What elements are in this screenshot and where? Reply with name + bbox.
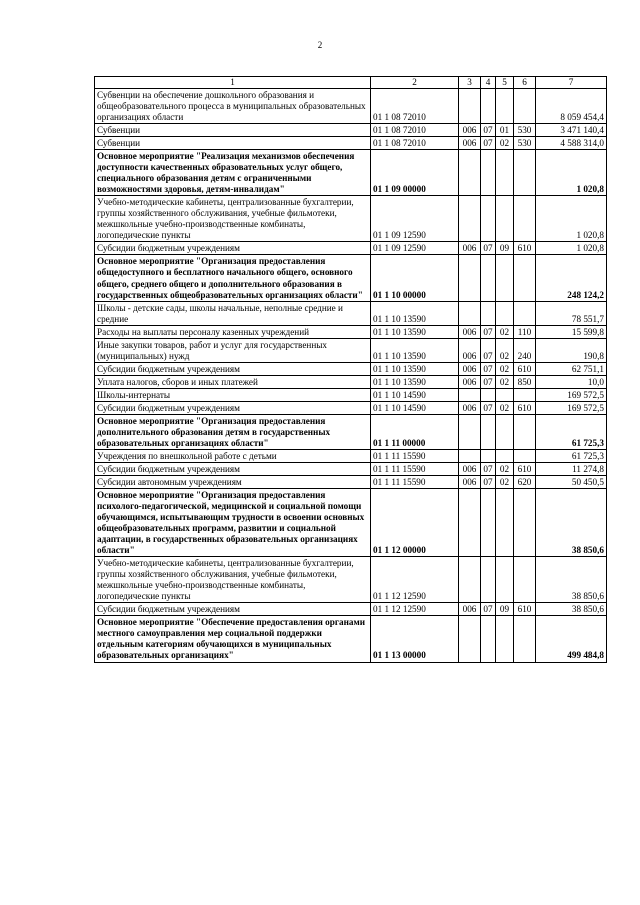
target-code-cell: 01 1 11 15590 (371, 449, 459, 462)
expense-type-cell (514, 557, 536, 603)
subsection-code-cell (496, 557, 514, 603)
section-code-cell: 07 (481, 603, 496, 616)
row-name-cell: Учреждения по внешкольной работе с детьми (95, 449, 371, 462)
ministry-code-cell (459, 616, 481, 662)
table-row (95, 255, 607, 301)
amount-cell: 10,0 (536, 375, 607, 388)
target-code-cell: 01 1 10 13590 (371, 375, 459, 388)
page-number: 2 (317, 40, 323, 50)
table-row (95, 325, 607, 338)
section-code-cell (481, 557, 496, 603)
subsection-code-cell: 02 (496, 325, 514, 338)
target-code-cell: 01 1 11 15590 (371, 476, 459, 489)
expense-type-cell (514, 150, 536, 196)
column-number-row (95, 77, 607, 89)
subsection-code-cell: 02 (496, 338, 514, 362)
ministry-code-cell (459, 150, 481, 196)
target-code-cell: 01 1 10 13590 (371, 338, 459, 362)
subsection-code-cell (496, 449, 514, 462)
row-name-cell: Учебно-методические кабинеты, централизованные бухгалтерии, группы хозяйственного обслуживания, учебные фильмотеки, межшкольные учебно-производственные комбинаты, логопедические пункты (95, 557, 371, 603)
expense-type-cell (514, 255, 536, 301)
column-header: 3 (459, 77, 481, 89)
subsection-code-cell: 02 (496, 375, 514, 388)
ministry-code-cell (459, 449, 481, 462)
expense-type-cell: 610 (514, 401, 536, 414)
section-code-cell (481, 616, 496, 662)
target-code-cell: 01 1 09 12590 (371, 242, 459, 255)
section-code-cell (481, 150, 496, 196)
row-name-cell: Субсидии бюджетным учреждениям (95, 401, 371, 414)
amount-cell: 8 059 454,4 (536, 89, 607, 124)
target-code-cell: 01 1 08 72010 (371, 137, 459, 150)
ministry-code-cell: 006 (459, 462, 481, 475)
subsection-code-cell: 02 (496, 476, 514, 489)
row-name-cell: Субвенции на обеспечение дошкольного образования и общеобразовательного процесса в муниципальных образовательных организациях области (95, 89, 371, 124)
target-code-cell: 01 1 10 13590 (371, 301, 459, 325)
table-row (95, 476, 607, 489)
section-code-cell: 07 (481, 362, 496, 375)
table-row (95, 338, 607, 362)
target-code-cell: 01 1 09 12590 (371, 196, 459, 242)
amount-cell: 61 725,3 (536, 449, 607, 462)
ministry-code-cell (459, 388, 481, 401)
ministry-code-cell (459, 301, 481, 325)
amount-cell: 190,8 (536, 338, 607, 362)
amount-cell: 499 484,8 (536, 616, 607, 662)
expense-type-cell: 610 (514, 603, 536, 616)
subsection-code-cell: 09 (496, 242, 514, 255)
amount-cell: 15 599,8 (536, 325, 607, 338)
column-header: 6 (514, 77, 536, 89)
expense-type-cell: 530 (514, 137, 536, 150)
amount-cell: 38 850,6 (536, 603, 607, 616)
row-name-cell: Основное мероприятие "Обеспечение предоставления органами местного самоуправления мер социальной поддержки отдельным категориям обучающихся в муниципальных образовательных организациях" (95, 616, 371, 662)
target-code-cell: 01 1 13 00000 (371, 616, 459, 662)
table-row (95, 462, 607, 475)
section-code-cell (481, 196, 496, 242)
column-header: 4 (481, 77, 496, 89)
target-code-cell: 01 1 12 12590 (371, 557, 459, 603)
row-name-cell: Субсидии автономным учреждениям (95, 476, 371, 489)
subsection-code-cell (496, 489, 514, 557)
ministry-code-cell (459, 255, 481, 301)
target-code-cell: 01 1 11 15590 (371, 462, 459, 475)
table-row (95, 242, 607, 255)
expense-type-cell (514, 89, 536, 124)
row-name-cell: Иные закупки товаров, работ и услуг для государственных (муниципальных) нужд (95, 338, 371, 362)
expense-type-cell (514, 449, 536, 462)
table-row (95, 449, 607, 462)
subsection-code-cell: 02 (496, 401, 514, 414)
amount-cell: 3 471 140,4 (536, 124, 607, 137)
section-code-cell (481, 388, 496, 401)
expense-type-cell (514, 301, 536, 325)
subsection-code-cell (496, 89, 514, 124)
table-row (95, 603, 607, 616)
amount-cell: 1 020,8 (536, 150, 607, 196)
ministry-code-cell (459, 557, 481, 603)
expense-type-cell (514, 196, 536, 242)
section-code-cell: 07 (481, 375, 496, 388)
expense-type-cell (514, 414, 536, 449)
table-row (95, 301, 607, 325)
amount-cell: 1 020,8 (536, 242, 607, 255)
row-name-cell: Субвенции (95, 124, 371, 137)
row-name-cell: Школы-интернаты (95, 388, 371, 401)
expense-type-cell (514, 489, 536, 557)
ministry-code-cell (459, 414, 481, 449)
table-row (95, 557, 607, 603)
expense-type-cell: 610 (514, 242, 536, 255)
target-code-cell: 01 1 10 13590 (371, 325, 459, 338)
table-body (95, 89, 607, 663)
subsection-code-cell: 02 (496, 362, 514, 375)
ministry-code-cell: 006 (459, 401, 481, 414)
subsection-code-cell: 02 (496, 137, 514, 150)
row-name-cell: Расходы на выплаты персоналу казенных учреждений (95, 325, 371, 338)
ministry-code-cell: 006 (459, 603, 481, 616)
column-header: 2 (371, 77, 459, 89)
target-code-cell: 01 1 10 14590 (371, 401, 459, 414)
subsection-code-cell (496, 255, 514, 301)
ministry-code-cell: 006 (459, 242, 481, 255)
section-code-cell (481, 449, 496, 462)
table-row (95, 196, 607, 242)
target-code-cell: 01 1 10 00000 (371, 255, 459, 301)
subsection-code-cell (496, 301, 514, 325)
expense-type-cell: 240 (514, 338, 536, 362)
ministry-code-cell: 006 (459, 325, 481, 338)
amount-cell: 62 751,1 (536, 362, 607, 375)
ministry-code-cell (459, 489, 481, 557)
column-header: 7 (536, 77, 607, 89)
section-code-cell: 07 (481, 124, 496, 137)
expense-type-cell: 850 (514, 375, 536, 388)
section-code-cell: 07 (481, 137, 496, 150)
amount-cell: 61 725,3 (536, 414, 607, 449)
section-code-cell: 07 (481, 338, 496, 362)
expense-type-cell: 530 (514, 124, 536, 137)
target-code-cell: 01 1 12 12590 (371, 603, 459, 616)
ministry-code-cell: 006 (459, 476, 481, 489)
budget-table (94, 76, 607, 663)
amount-cell: 38 850,6 (536, 489, 607, 557)
subsection-code-cell (496, 150, 514, 196)
section-code-cell (481, 255, 496, 301)
row-name-cell: Основное мероприятие "Реализация механизмов обеспечения доступности качественных образовательных услуг общего, специального образования детям с ограниченными возможностями здоровья, детям-инвалидам" (95, 150, 371, 196)
row-name-cell: Основное мероприятие "Организация предоставления общедоступного и бесплатного начального общего, основного общего, среднего общего и дополнительного образования в государственных общеобразовательных организациях области" (95, 255, 371, 301)
table-row (95, 489, 607, 557)
table-row (95, 401, 607, 414)
table-row (95, 616, 607, 662)
amount-cell: 11 274,8 (536, 462, 607, 475)
amount-cell: 50 450,5 (536, 476, 607, 489)
row-name-cell: Школы - детские сады, школы начальные, неполные средние и средние (95, 301, 371, 325)
section-code-cell (481, 414, 496, 449)
row-name-cell: Уплата налогов, сборов и иных платежей (95, 375, 371, 388)
amount-cell: 4 588 314,0 (536, 137, 607, 150)
amount-cell: 78 551,7 (536, 301, 607, 325)
subsection-code-cell (496, 196, 514, 242)
table-row (95, 124, 607, 137)
ministry-code-cell: 006 (459, 137, 481, 150)
amount-cell: 169 572,5 (536, 401, 607, 414)
section-code-cell: 07 (481, 462, 496, 475)
row-name-cell: Субсидии бюджетным учреждениям (95, 603, 371, 616)
expense-type-cell (514, 616, 536, 662)
amount-cell: 169 572,5 (536, 388, 607, 401)
subsection-code-cell: 09 (496, 603, 514, 616)
row-name-cell: Основное мероприятие "Организация предоставления психолого-педагогической, медицинской и социальной помощи обучающимся, испытывающим трудности в освоении основных общеобразовательных программ, развитии и социальной адаптации, в государственных образовательных организациях области" (95, 489, 371, 557)
ministry-code-cell (459, 89, 481, 124)
table-row (95, 89, 607, 124)
subsection-code-cell (496, 616, 514, 662)
row-name-cell: Субсидии бюджетным учреждениям (95, 242, 371, 255)
expense-type-cell (514, 388, 536, 401)
table-row (95, 375, 607, 388)
subsection-code-cell (496, 414, 514, 449)
row-name-cell: Учебно-методические кабинеты, централизованные бухгалтерии, группы хозяйственного обслуживания, учебные фильмотеки, межшкольные учебно-производственные комбинаты, логопедические пункты (95, 196, 371, 242)
column-header: 5 (496, 77, 514, 89)
amount-cell: 248 124,2 (536, 255, 607, 301)
section-code-cell: 07 (481, 401, 496, 414)
target-code-cell: 01 1 10 13590 (371, 362, 459, 375)
column-header: 1 (95, 77, 371, 89)
table-row (95, 137, 607, 150)
ministry-code-cell: 006 (459, 375, 481, 388)
amount-cell: 38 850,6 (536, 557, 607, 603)
ministry-code-cell: 006 (459, 362, 481, 375)
table-row (95, 150, 607, 196)
target-code-cell: 01 1 08 72010 (371, 124, 459, 137)
subsection-code-cell: 01 (496, 124, 514, 137)
subsection-code-cell: 02 (496, 462, 514, 475)
table-row (95, 362, 607, 375)
section-code-cell: 07 (481, 476, 496, 489)
row-name-cell: Субсидии бюджетным учреждениям (95, 362, 371, 375)
section-code-cell (481, 301, 496, 325)
section-code-cell (481, 89, 496, 124)
table-row (95, 414, 607, 449)
amount-cell: 1 020,8 (536, 196, 607, 242)
ministry-code-cell (459, 196, 481, 242)
ministry-code-cell: 006 (459, 124, 481, 137)
target-code-cell: 01 1 10 14590 (371, 388, 459, 401)
row-name-cell: Основное мероприятие "Организация предоставления дополнительного образования детям в государственных образовательных организациях области" (95, 414, 371, 449)
ministry-code-cell: 006 (459, 338, 481, 362)
section-code-cell (481, 489, 496, 557)
target-code-cell: 01 1 09 00000 (371, 150, 459, 196)
table-row (95, 388, 607, 401)
target-code-cell: 01 1 08 72010 (371, 89, 459, 124)
target-code-cell: 01 1 12 00000 (371, 489, 459, 557)
target-code-cell: 01 1 11 00000 (371, 414, 459, 449)
section-code-cell: 07 (481, 325, 496, 338)
subsection-code-cell (496, 388, 514, 401)
expense-type-cell: 110 (514, 325, 536, 338)
section-code-cell: 07 (481, 242, 496, 255)
row-name-cell: Субвенции (95, 137, 371, 150)
expense-type-cell: 620 (514, 476, 536, 489)
expense-type-cell: 610 (514, 362, 536, 375)
row-name-cell: Субсидии бюджетным учреждениям (95, 462, 371, 475)
expense-type-cell: 610 (514, 462, 536, 475)
